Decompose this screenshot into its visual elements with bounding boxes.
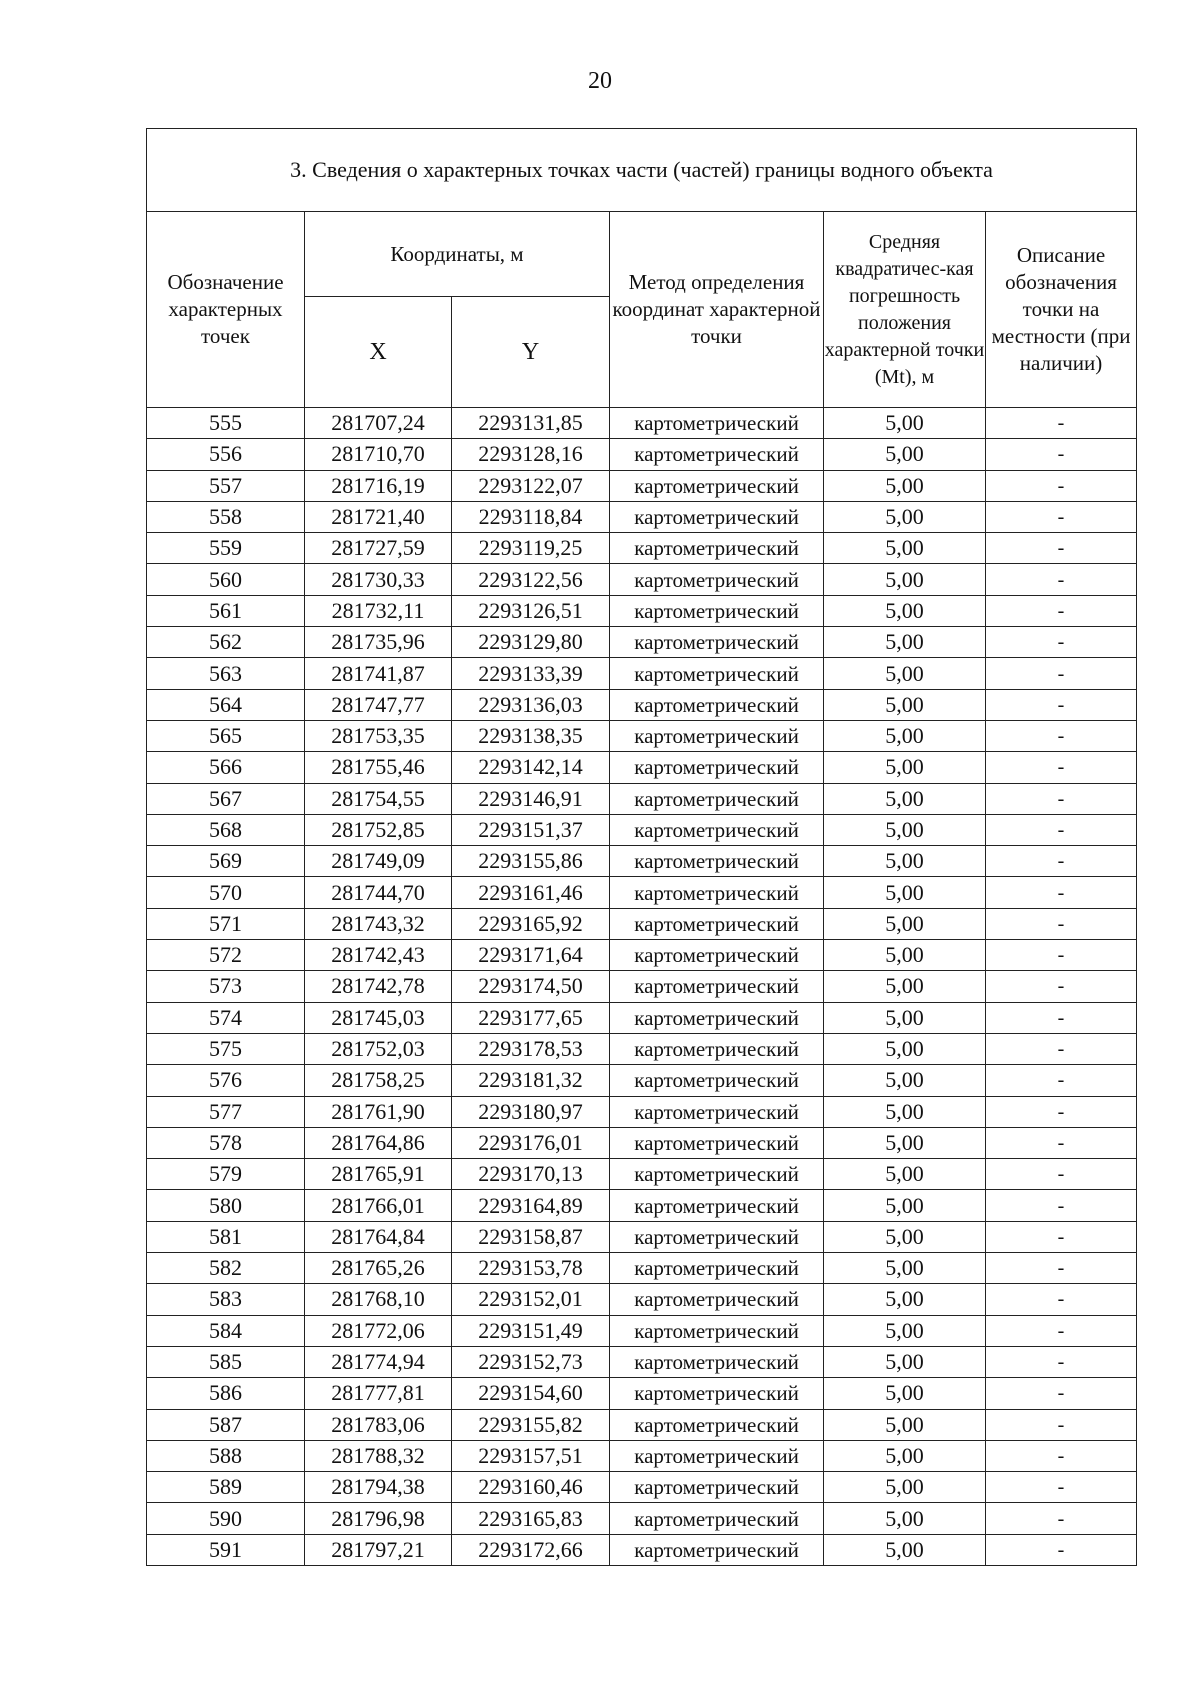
point-id-cell: 584 [147, 1315, 305, 1346]
x-coordinate-cell: 281707,24 [305, 408, 452, 439]
method-cell: картометрический [610, 501, 824, 532]
method-cell: картометрический [610, 1409, 824, 1440]
method-cell: картометрический [610, 846, 824, 877]
y-coordinate-cell: 2293181,32 [452, 1065, 610, 1096]
point-id-cell: 587 [147, 1409, 305, 1440]
description-cell: - [986, 627, 1137, 658]
x-coordinate-cell: 281777,81 [305, 1378, 452, 1409]
x-coordinate-cell: 281755,46 [305, 752, 452, 783]
y-coordinate-cell: 2293126,51 [452, 595, 610, 626]
description-cell: - [986, 1409, 1137, 1440]
description-cell: - [986, 1440, 1137, 1471]
description-cell: - [986, 908, 1137, 939]
method-cell: картометрический [610, 689, 824, 720]
mt-error-cell: 5,00 [824, 658, 986, 689]
x-coordinate-cell: 281752,03 [305, 1033, 452, 1064]
table-row [147, 846, 1137, 877]
x-coordinate-cell: 281710,70 [305, 439, 452, 470]
table-row [147, 720, 1137, 751]
table-row [147, 971, 1137, 1002]
table-row [147, 752, 1137, 783]
point-id-cell: 582 [147, 1253, 305, 1284]
method-cell: картометрический [610, 752, 824, 783]
point-id-cell: 579 [147, 1159, 305, 1190]
page-number: 20 [588, 68, 612, 94]
table-row [147, 1190, 1137, 1221]
table-row [147, 533, 1137, 564]
x-coordinate-cell: 281742,43 [305, 940, 452, 971]
point-id-cell: 591 [147, 1534, 305, 1565]
x-coordinate-cell: 281744,70 [305, 877, 452, 908]
table-row [147, 470, 1137, 501]
y-coordinate-cell: 2293176,01 [452, 1127, 610, 1158]
table-row [147, 627, 1137, 658]
y-coordinate-cell: 2293142,14 [452, 752, 610, 783]
point-id-cell: 589 [147, 1472, 305, 1503]
header-x: X [305, 297, 452, 408]
description-cell: - [986, 1346, 1137, 1377]
description-cell: - [986, 1253, 1137, 1284]
description-cell: - [986, 1503, 1137, 1534]
description-cell: - [986, 1534, 1137, 1565]
y-coordinate-cell: 2293155,82 [452, 1409, 610, 1440]
point-id-cell: 556 [147, 439, 305, 470]
x-coordinate-cell: 281774,94 [305, 1346, 452, 1377]
y-coordinate-cell: 2293171,64 [452, 940, 610, 971]
mt-error-cell: 5,00 [824, 533, 986, 564]
method-cell: картометрический [610, 658, 824, 689]
y-coordinate-cell: 2293155,86 [452, 846, 610, 877]
point-id-cell: 557 [147, 470, 305, 501]
mt-error-cell: 5,00 [824, 1190, 986, 1221]
point-id-cell: 558 [147, 501, 305, 532]
mt-error-cell: 5,00 [824, 1534, 986, 1565]
mt-error-cell: 5,00 [824, 720, 986, 751]
x-coordinate-cell: 281735,96 [305, 627, 452, 658]
method-cell: картометрический [610, 940, 824, 971]
description-cell: - [986, 971, 1137, 1002]
method-cell: картометрический [610, 877, 824, 908]
table-row [147, 877, 1137, 908]
header-coordinates: Координаты, м [305, 212, 610, 297]
x-coordinate-cell: 281747,77 [305, 689, 452, 720]
method-cell: картометрический [610, 1065, 824, 1096]
boundary-points-table [146, 128, 1137, 1566]
point-id-cell: 571 [147, 908, 305, 939]
point-id-cell: 564 [147, 689, 305, 720]
mt-error-cell: 5,00 [824, 846, 986, 877]
description-cell: - [986, 720, 1137, 751]
method-cell: картометрический [610, 1096, 824, 1127]
mt-error-cell: 5,00 [824, 408, 986, 439]
method-cell: картометрический [610, 720, 824, 751]
table-body [147, 408, 1137, 1566]
point-id-cell: 581 [147, 1221, 305, 1252]
mt-error-cell: 5,00 [824, 1440, 986, 1471]
table-row [147, 595, 1137, 626]
x-coordinate-cell: 281766,01 [305, 1190, 452, 1221]
x-coordinate-cell: 281732,11 [305, 595, 452, 626]
x-coordinate-cell: 281753,35 [305, 720, 452, 751]
method-cell: картометрический [610, 1033, 824, 1064]
mt-error-cell: 5,00 [824, 1002, 986, 1033]
table-row [147, 1221, 1137, 1252]
y-coordinate-cell: 2293152,01 [452, 1284, 610, 1315]
mt-error-cell: 5,00 [824, 1096, 986, 1127]
table-row [147, 1346, 1137, 1377]
table-row [147, 1315, 1137, 1346]
x-coordinate-cell: 281741,87 [305, 658, 452, 689]
description-cell: - [986, 940, 1137, 971]
y-coordinate-cell: 2293146,91 [452, 783, 610, 814]
mt-error-cell: 5,00 [824, 595, 986, 626]
description-cell: - [986, 1472, 1137, 1503]
y-coordinate-cell: 2293119,25 [452, 533, 610, 564]
table-row [147, 1096, 1137, 1127]
mt-error-cell: 5,00 [824, 1472, 986, 1503]
description-cell: - [986, 689, 1137, 720]
mt-error-cell: 5,00 [824, 470, 986, 501]
table-row [147, 564, 1137, 595]
mt-error-cell: 5,00 [824, 1315, 986, 1346]
method-cell: картометрический [610, 783, 824, 814]
point-id-cell: 574 [147, 1002, 305, 1033]
header-row-1 [147, 212, 1137, 297]
table-row [147, 1534, 1137, 1565]
table-row [147, 439, 1137, 470]
mt-error-cell: 5,00 [824, 1033, 986, 1064]
description-cell: - [986, 783, 1137, 814]
point-id-cell: 576 [147, 1065, 305, 1096]
point-id-cell: 567 [147, 783, 305, 814]
mt-error-cell: 5,00 [824, 1253, 986, 1284]
method-cell: картометрический [610, 814, 824, 845]
x-coordinate-cell: 281788,32 [305, 1440, 452, 1471]
point-id-cell: 561 [147, 595, 305, 626]
table-row [147, 814, 1137, 845]
header-description: Описание обозначения точки на местности (при наличии) [986, 212, 1137, 408]
method-cell: картометрический [610, 533, 824, 564]
x-coordinate-cell: 281716,19 [305, 470, 452, 501]
x-coordinate-cell: 281765,26 [305, 1253, 452, 1284]
y-coordinate-cell: 2293178,53 [452, 1033, 610, 1064]
table-title-row [147, 129, 1137, 212]
description-cell: - [986, 564, 1137, 595]
x-coordinate-cell: 281721,40 [305, 501, 452, 532]
x-coordinate-cell: 281772,06 [305, 1315, 452, 1346]
mt-error-cell: 5,00 [824, 1409, 986, 1440]
point-id-cell: 590 [147, 1503, 305, 1534]
mt-error-cell: 5,00 [824, 627, 986, 658]
point-id-cell: 580 [147, 1190, 305, 1221]
y-coordinate-cell: 2293180,97 [452, 1096, 610, 1127]
x-coordinate-cell: 281754,55 [305, 783, 452, 814]
x-coordinate-cell: 281783,06 [305, 1409, 452, 1440]
description-cell: - [986, 439, 1137, 470]
y-coordinate-cell: 2293164,89 [452, 1190, 610, 1221]
y-coordinate-cell: 2293157,51 [452, 1440, 610, 1471]
mt-error-cell: 5,00 [824, 1221, 986, 1252]
table-row [147, 1033, 1137, 1064]
point-id-cell: 572 [147, 940, 305, 971]
mt-error-cell: 5,00 [824, 783, 986, 814]
method-cell: картометрический [610, 1472, 824, 1503]
description-cell: - [986, 877, 1137, 908]
y-coordinate-cell: 2293128,16 [452, 439, 610, 470]
mt-error-cell: 5,00 [824, 1284, 986, 1315]
point-id-cell: 559 [147, 533, 305, 564]
table-row [147, 908, 1137, 939]
description-cell: - [986, 1221, 1137, 1252]
y-coordinate-cell: 2293154,60 [452, 1378, 610, 1409]
mt-error-cell: 5,00 [824, 1503, 986, 1534]
y-coordinate-cell: 2293151,49 [452, 1315, 610, 1346]
description-cell: - [986, 1096, 1137, 1127]
mt-error-cell: 5,00 [824, 564, 986, 595]
y-coordinate-cell: 2293138,35 [452, 720, 610, 751]
mt-error-cell: 5,00 [824, 940, 986, 971]
description-cell: - [986, 533, 1137, 564]
table-row [147, 1065, 1137, 1096]
method-cell: картометрический [610, 1534, 824, 1565]
table-row [147, 783, 1137, 814]
description-cell: - [986, 752, 1137, 783]
method-cell: картометрический [610, 470, 824, 501]
point-id-cell: 555 [147, 408, 305, 439]
description-cell: - [986, 658, 1137, 689]
mt-error-cell: 5,00 [824, 689, 986, 720]
y-coordinate-cell: 2293122,56 [452, 564, 610, 595]
point-id-cell: 575 [147, 1033, 305, 1064]
method-cell: картометрический [610, 439, 824, 470]
mt-error-cell: 5,00 [824, 1378, 986, 1409]
mt-error-cell: 5,00 [824, 1159, 986, 1190]
y-coordinate-cell: 2293133,39 [452, 658, 610, 689]
method-cell: картометрический [610, 564, 824, 595]
mt-error-cell: 5,00 [824, 1346, 986, 1377]
point-id-cell: 568 [147, 814, 305, 845]
description-cell: - [986, 1190, 1137, 1221]
point-id-cell: 566 [147, 752, 305, 783]
y-coordinate-cell: 2293153,78 [452, 1253, 610, 1284]
x-coordinate-cell: 281758,25 [305, 1065, 452, 1096]
method-cell: картометрический [610, 1127, 824, 1158]
point-id-cell: 560 [147, 564, 305, 595]
method-cell: картометрический [610, 408, 824, 439]
table-row [147, 1253, 1137, 1284]
point-id-cell: 563 [147, 658, 305, 689]
x-coordinate-cell: 281749,09 [305, 846, 452, 877]
x-coordinate-cell: 281730,33 [305, 564, 452, 595]
method-cell: картометрический [610, 595, 824, 626]
table-row [147, 1284, 1137, 1315]
y-coordinate-cell: 2293136,03 [452, 689, 610, 720]
x-coordinate-cell: 281764,84 [305, 1221, 452, 1252]
header-method: Метод определения координат характерной точки [610, 212, 824, 408]
description-cell: - [986, 408, 1137, 439]
method-cell: картометрический [610, 1159, 824, 1190]
table-row [147, 689, 1137, 720]
point-id-cell: 569 [147, 846, 305, 877]
description-cell: - [986, 846, 1137, 877]
description-cell: - [986, 595, 1137, 626]
mt-error-cell: 5,00 [824, 971, 986, 1002]
x-coordinate-cell: 281745,03 [305, 1002, 452, 1033]
x-coordinate-cell: 281761,90 [305, 1096, 452, 1127]
description-cell: - [986, 501, 1137, 532]
x-coordinate-cell: 281752,85 [305, 814, 452, 845]
header-error: Средняя квадратичес-кая погрешность положения характерной точки (Mt), м [824, 212, 986, 408]
x-coordinate-cell: 281765,91 [305, 1159, 452, 1190]
table-row [147, 1127, 1137, 1158]
method-cell: картометрический [610, 1284, 824, 1315]
method-cell: картометрический [610, 1440, 824, 1471]
method-cell: картометрический [610, 971, 824, 1002]
description-cell: - [986, 1002, 1137, 1033]
description-cell: - [986, 1284, 1137, 1315]
y-coordinate-cell: 2293152,73 [452, 1346, 610, 1377]
y-coordinate-cell: 2293165,92 [452, 908, 610, 939]
y-coordinate-cell: 2293122,07 [452, 470, 610, 501]
table-row [147, 1378, 1137, 1409]
method-cell: картометрический [610, 1378, 824, 1409]
y-coordinate-cell: 2293161,46 [452, 877, 610, 908]
mt-error-cell: 5,00 [824, 439, 986, 470]
mt-error-cell: 5,00 [824, 877, 986, 908]
description-cell: - [986, 1315, 1137, 1346]
method-cell: картометрический [610, 1253, 824, 1284]
description-cell: - [986, 1378, 1137, 1409]
table-row [147, 501, 1137, 532]
table-row [147, 408, 1137, 439]
description-cell: - [986, 814, 1137, 845]
point-id-cell: 585 [147, 1346, 305, 1377]
description-cell: - [986, 470, 1137, 501]
y-coordinate-cell: 2293172,66 [452, 1534, 610, 1565]
table-row [147, 940, 1137, 971]
header-y: Y [452, 297, 610, 408]
method-cell: картометрический [610, 627, 824, 658]
table-row [147, 1002, 1137, 1033]
description-cell: - [986, 1159, 1137, 1190]
description-cell: - [986, 1065, 1137, 1096]
x-coordinate-cell: 281743,32 [305, 908, 452, 939]
description-cell: - [986, 1033, 1137, 1064]
mt-error-cell: 5,00 [824, 814, 986, 845]
point-id-cell: 565 [147, 720, 305, 751]
point-id-cell: 562 [147, 627, 305, 658]
x-coordinate-cell: 281764,86 [305, 1127, 452, 1158]
description-cell: - [986, 1127, 1137, 1158]
y-coordinate-cell: 2293165,83 [452, 1503, 610, 1534]
y-coordinate-cell: 2293151,37 [452, 814, 610, 845]
point-id-cell: 583 [147, 1284, 305, 1315]
point-id-cell: 570 [147, 877, 305, 908]
y-coordinate-cell: 2293170,13 [452, 1159, 610, 1190]
table-row [147, 658, 1137, 689]
section-title: 3. Сведения о характерных точках части (частей) границы водного объекта [147, 129, 1137, 212]
method-cell: картометрический [610, 1315, 824, 1346]
x-coordinate-cell: 281727,59 [305, 533, 452, 564]
y-coordinate-cell: 2293129,80 [452, 627, 610, 658]
table-row [147, 1409, 1137, 1440]
method-cell: картометрический [610, 1503, 824, 1534]
method-cell: картометрический [610, 1346, 824, 1377]
table-row [147, 1440, 1137, 1471]
point-id-cell: 573 [147, 971, 305, 1002]
point-id-cell: 586 [147, 1378, 305, 1409]
table-row [147, 1503, 1137, 1534]
method-cell: картометрический [610, 1002, 824, 1033]
x-coordinate-cell: 281742,78 [305, 971, 452, 1002]
y-coordinate-cell: 2293158,87 [452, 1221, 610, 1252]
y-coordinate-cell: 2293118,84 [452, 501, 610, 532]
point-id-cell: 588 [147, 1440, 305, 1471]
table-row [147, 1472, 1137, 1503]
table-row [147, 1159, 1137, 1190]
mt-error-cell: 5,00 [824, 1127, 986, 1158]
x-coordinate-cell: 281796,98 [305, 1503, 452, 1534]
method-cell: картометрический [610, 1221, 824, 1252]
mt-error-cell: 5,00 [824, 908, 986, 939]
x-coordinate-cell: 281768,10 [305, 1284, 452, 1315]
point-id-cell: 577 [147, 1096, 305, 1127]
mt-error-cell: 5,00 [824, 501, 986, 532]
y-coordinate-cell: 2293160,46 [452, 1472, 610, 1503]
y-coordinate-cell: 2293174,50 [452, 971, 610, 1002]
method-cell: картометрический [610, 908, 824, 939]
x-coordinate-cell: 281797,21 [305, 1534, 452, 1565]
y-coordinate-cell: 2293131,85 [452, 408, 610, 439]
point-id-cell: 578 [147, 1127, 305, 1158]
mt-error-cell: 5,00 [824, 1065, 986, 1096]
method-cell: картометрический [610, 1190, 824, 1221]
header-designation: Обозначение характерных точек [147, 212, 305, 408]
mt-error-cell: 5,00 [824, 752, 986, 783]
x-coordinate-cell: 281794,38 [305, 1472, 452, 1503]
y-coordinate-cell: 2293177,65 [452, 1002, 610, 1033]
